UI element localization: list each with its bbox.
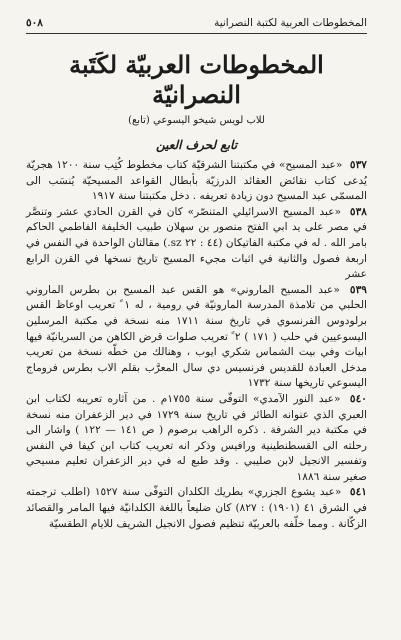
entry-text: «عبد المسيح الاسرائيلي المتنصّر» كان في القرن الحادي عشر وتنصَّر في مصر على يد ابي الفتح منصور بن سهلان طبيب الخليفة الفاطمي الحاكم بامر الله . له في مكتبة الفاتيكان (٤٤ : ٢٢ sz.) مقالتان الواحدة في النفس في اربعة فصول والثانية في اثبات مجيء المسيح تاريخ نسخها في القرن الرابع عشر bbox=[26, 205, 367, 281]
entry-number: ٥٤٠ bbox=[349, 392, 367, 405]
entry-text: «عبد النور الآمدي» التوفّى سنة ١٧٥٥م . من آثاره تعريبه لكتاب ابن العبري الذي عنوانه الطائر في تاريخ سنة ١٧٢٩ في دير الزعفران منه نسخة في مكتبة دير الشرفة . ذكره الراهب برصوم ( ص ١٤١ — ١٢٢ ) واشار الى رحلته الى القسطنطينية ورافيس وذكر انه تعريب كتاب ابن كيفا في النفس وتفسير الانجيل لابن صليبي . وقد طبع له في دير الزعفران تعليم مسيحي صغير سنة ١٨٨٦ bbox=[26, 392, 367, 483]
article-title: المخطوطات العربيّة لكَتَبة النصرانيّة bbox=[69, 50, 324, 109]
entry-number: ٥٣٨ bbox=[349, 205, 367, 218]
entry bbox=[26, 392, 367, 486]
entry-number: ٥٣٧ bbox=[349, 159, 367, 171]
entry bbox=[26, 283, 367, 392]
entry-text: «عبد المسيح» في مكتبتنا الشرقيّة كتاب مخطوط كُتِب سنة ١٢٠٠ هجريّة يُدعى كتاب نقائض العقائد الدرزيّة بأبطال القواعد المسيحيّة يُنسَب الى المسمّى عبد المسيح دون زيادة تعريفه . دخل مكتبتنا سنة ١٩١٧ bbox=[26, 159, 367, 203]
running-title: المخطوطات العربية لكتبة النصرانية bbox=[214, 17, 367, 29]
page-number: ٥٠٨ bbox=[26, 17, 43, 29]
entry bbox=[26, 485, 367, 532]
entry-number: ٥٣٩ bbox=[349, 283, 367, 296]
entry-number: ٥٤١ bbox=[349, 486, 367, 499]
entry-text: «عبد المسيح الماروني» هو القس عبد المسيح بن بطرس الماروني الحلبي من تلامذة المدرسة المارونيّة في رومية ، له ١ ً تعريب اوعاظ القس برلودوس الفرنسوي في تاريخ سنة ١٧١١ منه نسخة في مكتبة المرسلين اليسوعيين في حلب ( ١٧١ ) ٢ ً تعريب صلوات قرض الكاهن من السريانيّة فيها ابيات وفي بيت الشماس شكري ايوب ، وهنالك من خطّه نسخة من تعريب مدخل العبادة للقديس فرنسيس دي سال المعرَّب بقلم الاب بطرس فروماج اليسوعي تاريخها سنة ١٧٣٢ bbox=[26, 283, 367, 390]
entry-text: «عبد يشوع الجزري» بطريك الكلدان التوفّى سنة ١٥٢٧ (اطلب ترجمته في الشرق ٤١ (١٩٠١) : ٨٢٧) كان ضليعاً باللغة الكلدانيّة فيها المامر والقصائد الزكّانة . ومما خلّفه بالعربيّة تنظيم فصول الانجيل الشريف للايام الطقسيّة bbox=[26, 486, 367, 530]
running-head bbox=[26, 16, 367, 34]
entry bbox=[26, 158, 367, 205]
author-byline: للاب لويس شيخو اليسوعي (تابع) bbox=[128, 115, 265, 126]
section-heading: تابع لحرف العين bbox=[155, 138, 238, 152]
entries-list bbox=[26, 158, 367, 532]
entry bbox=[26, 205, 367, 283]
